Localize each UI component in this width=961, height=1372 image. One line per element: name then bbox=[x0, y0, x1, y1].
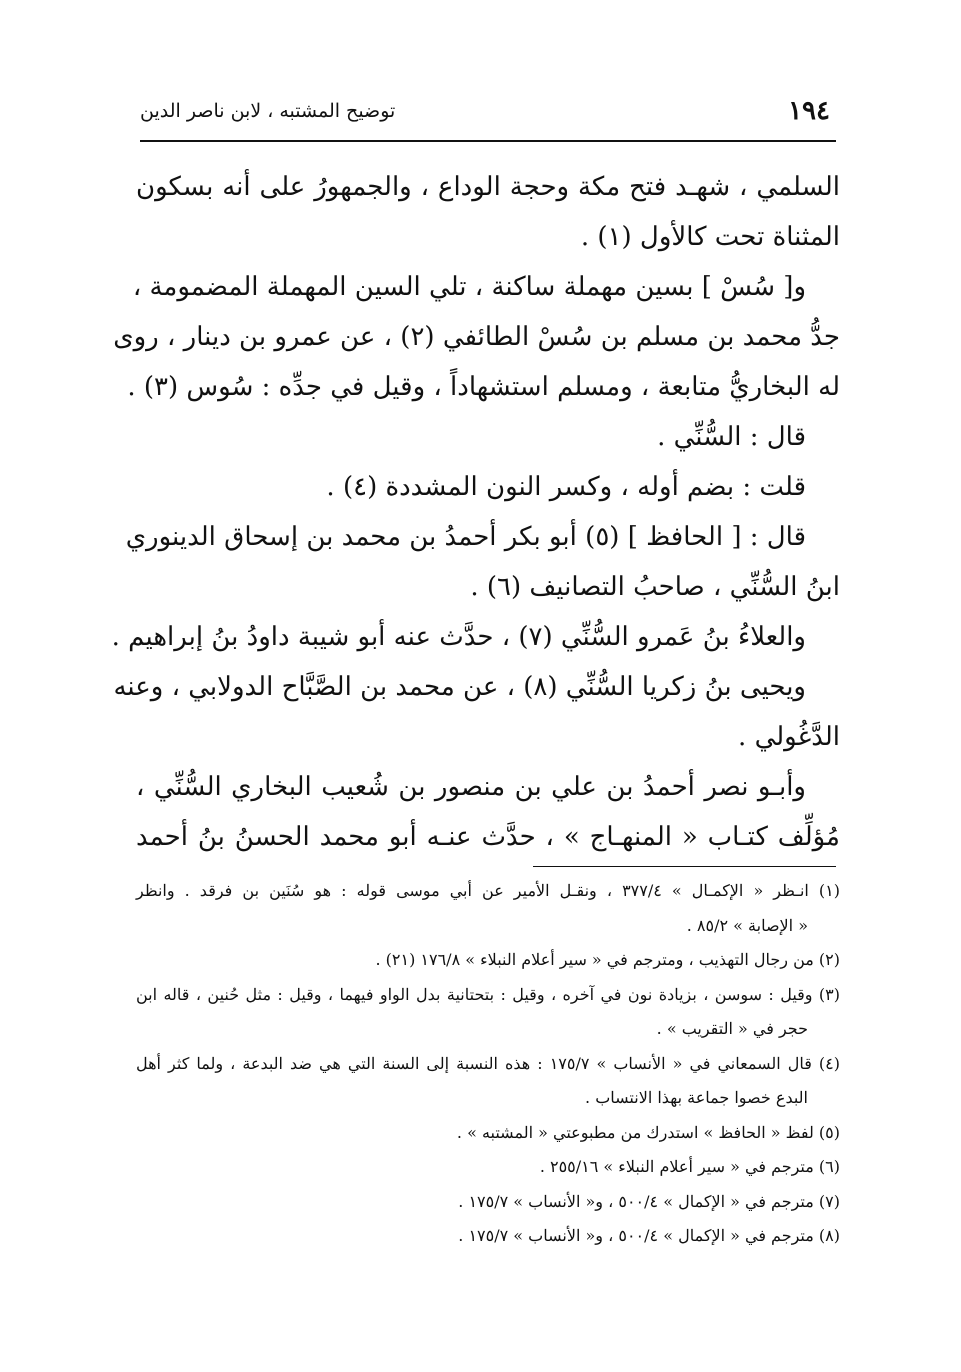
body-line: قال : السُّنِّي . bbox=[657, 422, 806, 452]
body-line: السلمي ، شهـد فتح مكة وحجة الوداع ، والجمهورُ على أنه بسكون bbox=[136, 172, 840, 202]
footnote-line: (٤) قال السمعاني في « الأنساب » ١٧٥/٧ : هذه النسبة إلى السنة التي هي ضد البدعة ، ولما كثر أهل bbox=[136, 1053, 841, 1073]
page-header bbox=[140, 94, 830, 136]
footnote-line: « الإصابة » ٨٥/٢ . bbox=[686, 915, 808, 935]
body-line: له البخاريُّ متابعة ، ومسلم استشهاداً ، وقيل في جدِّه : سُوس (٣) . bbox=[127, 372, 840, 402]
body-line: الدَّغُولي . bbox=[738, 722, 840, 752]
body-line: مُؤلِّف كتـاب « المنهـاج » ، حدَّث عنـه أبو محمد الحسنُ بنُ أحمد bbox=[136, 822, 840, 852]
body-text bbox=[111, 162, 840, 862]
footnote-line: حجر في « التقريب » . bbox=[656, 1019, 808, 1038]
body-line: ويحيى بنُ زكريا السُّنِّي (٨) ، عن محمد بن الصَّبَّاح الدولابي ، وعنه bbox=[113, 672, 806, 702]
body-line: وأبـو نصر أحمدُ بن علي بن منصور بن شُعيب البخاري السُّنِّي ، bbox=[136, 772, 806, 802]
body-line: قلت : بضم أوله ، وكسر النون المشددة (٤) . bbox=[326, 472, 806, 502]
body-line: والعلاءُ بنُ عَمرو السُّنِّي (٧) ، حدَّث عنه أبو شيبة داودُ بنُ إبراهيم . bbox=[111, 622, 806, 652]
body-line: قال : [ الحافظ ] (٥) أبو بكر أحمدُ بن محمد بن إسحاق الدينوري bbox=[125, 522, 806, 552]
body-line: المثناة تحت كالأول (١) . bbox=[580, 222, 840, 252]
footnote-line: (١) انـظر « الإكمـال » ٣٧٧/٤ ، ونقـل الأمير عن أبي موسى قوله : هو سُنَين بن فرقد . وانظر bbox=[136, 881, 840, 900]
footnotes bbox=[136, 874, 840, 1254]
footnote-line: (٦) مترجم في « سير أعلام النبلاء » ٢٥٥/١٦ . bbox=[539, 1157, 840, 1176]
body-line: و[ سُسْ ] بسين مهملة ساكنة ، تلي السين المهملة المضمومة ، bbox=[132, 272, 806, 302]
footnote-line: (٢) من رجال التهذيب ، ومترجم في « سير أعلام النبلاء » ١٧٦/٨ (٢١) . bbox=[375, 950, 840, 969]
footnote-line: (٥) لفظ « الحافظ » استدرك من مطبوعتي « المشتبه » . bbox=[456, 1122, 840, 1142]
header-rule bbox=[140, 140, 836, 142]
footnote-line: (٧) مترجم في « الإكمال » ٥٠٠/٤ ، و« الأنساب » ١٧٥/٧ . bbox=[458, 1191, 840, 1211]
body-line: جدُّ محمد بن مسلم بن سُسْ الطائفي (٢) ، عن عمرو بن دينار ، روى bbox=[113, 322, 840, 352]
footnote-line: (٨) مترجم في « الإكمال » ٥٠٠/٤ ، و« الأنساب » ١٧٥/٧ . bbox=[458, 1226, 840, 1245]
running-title: توضيح المشتبه ، لابن ناصر الدين bbox=[140, 100, 396, 122]
footnote-line: البدع خصوا جماعة بهذا الانتساب . bbox=[585, 1088, 808, 1107]
footnote-line: (٣) وقيل : سوسن ، بزيادة نون في آخره ، وقيل : بتحتانية بدل الواو فيهما ، وقيل : مثل حُنين ، قاله ابن bbox=[136, 984, 840, 1004]
page-number: ١٩٤ bbox=[788, 96, 830, 126]
footnote-separator bbox=[533, 866, 836, 867]
body-line: ابنُ السُّنِّي ، صاحبُ التصانيف (٦) . bbox=[470, 572, 840, 602]
